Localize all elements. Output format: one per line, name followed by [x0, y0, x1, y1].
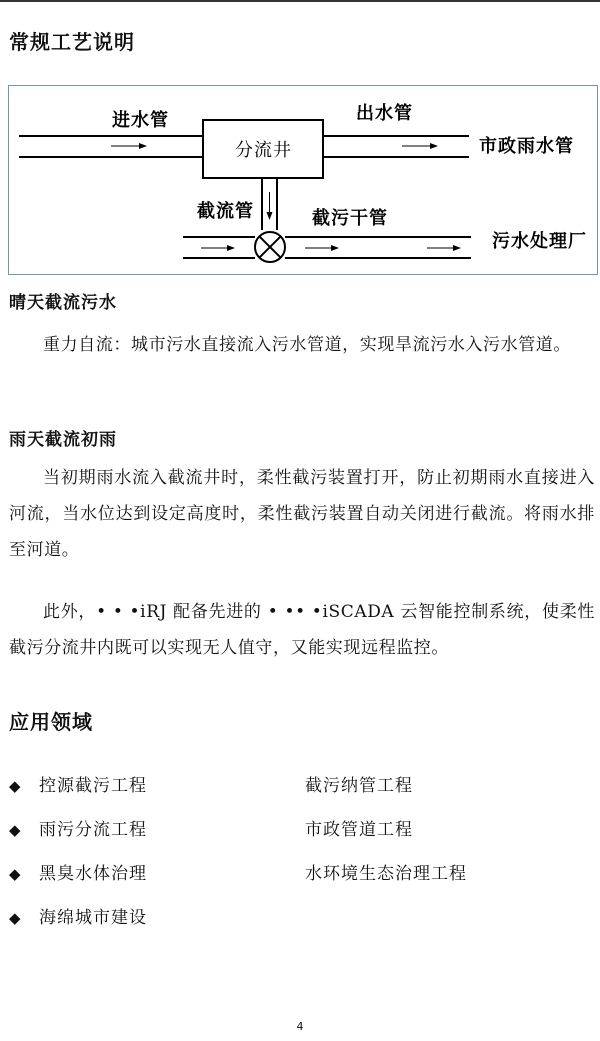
diamond-bullet-icon: ◆ — [9, 777, 22, 795]
section-title-process: 常规工艺说明 — [9, 30, 135, 54]
subheading-rainy: 雨天截流初雨 — [9, 430, 117, 450]
subheading-sunny: 晴天截流污水 — [9, 293, 117, 313]
application-label: 水环境生态治理工程 — [305, 864, 467, 884]
application-label: 雨污分流工程 — [39, 820, 147, 840]
application-label: 截污纳管工程 — [305, 776, 413, 796]
application-label: 控源截污工程 — [39, 776, 147, 796]
label-sewage-main-pipe: 截污干管 — [312, 208, 388, 229]
process-diagram — [8, 85, 598, 275]
section-title-applications: 应用领域 — [9, 710, 93, 734]
application-item — [9, 903, 147, 928]
paragraph-rainy: 当初期雨水流入截流井时，柔性截污装置打开，防止初期雨水直接进入河流，当水位达到设定高度时，柔性截污装置自动关闭进行截流。将雨水排至河道。 — [9, 468, 595, 560]
diamond-bullet-icon: ◆ — [9, 909, 22, 927]
application-label: 黑臭水体治理 — [39, 864, 147, 884]
label-diversion-well: 分流井 — [235, 140, 292, 161]
label-inlet-pipe: 进水管 — [112, 110, 169, 131]
sewage-flow-arrow-mid — [305, 245, 339, 251]
application-item — [305, 859, 467, 884]
outlet-pipe — [323, 136, 469, 157]
valve-symbol — [255, 232, 285, 262]
application-item — [9, 859, 147, 884]
application-item — [9, 771, 147, 796]
interception-flow-arrow — [267, 192, 273, 220]
sewage-flow-arrow-left — [201, 245, 235, 251]
paragraph-control-system: 此外，• • •iRJ 配备先进的 • •• •iSCADA 云智能控制系统，使柔性截污分流井内既可以实现无人值守，又能实现远程监控。 — [9, 602, 595, 658]
inlet-flow-arrow — [111, 143, 147, 149]
application-item — [305, 771, 413, 796]
page-number: 4 — [296, 1020, 304, 1033]
outlet-flow-arrow — [402, 143, 438, 149]
diamond-bullet-icon: ◆ — [9, 821, 22, 839]
diamond-bullet-icon: ◆ — [9, 865, 22, 883]
application-item — [9, 815, 147, 840]
label-sewage-plant: 污水处理厂 — [492, 231, 587, 252]
sewage-flow-arrow-right — [427, 245, 461, 251]
application-label: 海绵城市建设 — [39, 908, 147, 928]
label-municipal-rain-pipe: 市政雨水管 — [479, 136, 574, 157]
top-rule — [0, 0, 600, 2]
application-label: 市政管道工程 — [305, 820, 413, 840]
application-item — [305, 815, 413, 840]
paragraph-sunny: 重力自流：城市污水直接流入污水管道，实现旱流污水入污水管道。 — [43, 335, 571, 355]
label-outlet-pipe: 出水管 — [356, 103, 413, 124]
label-interception-pipe: 截流管 — [197, 201, 254, 222]
